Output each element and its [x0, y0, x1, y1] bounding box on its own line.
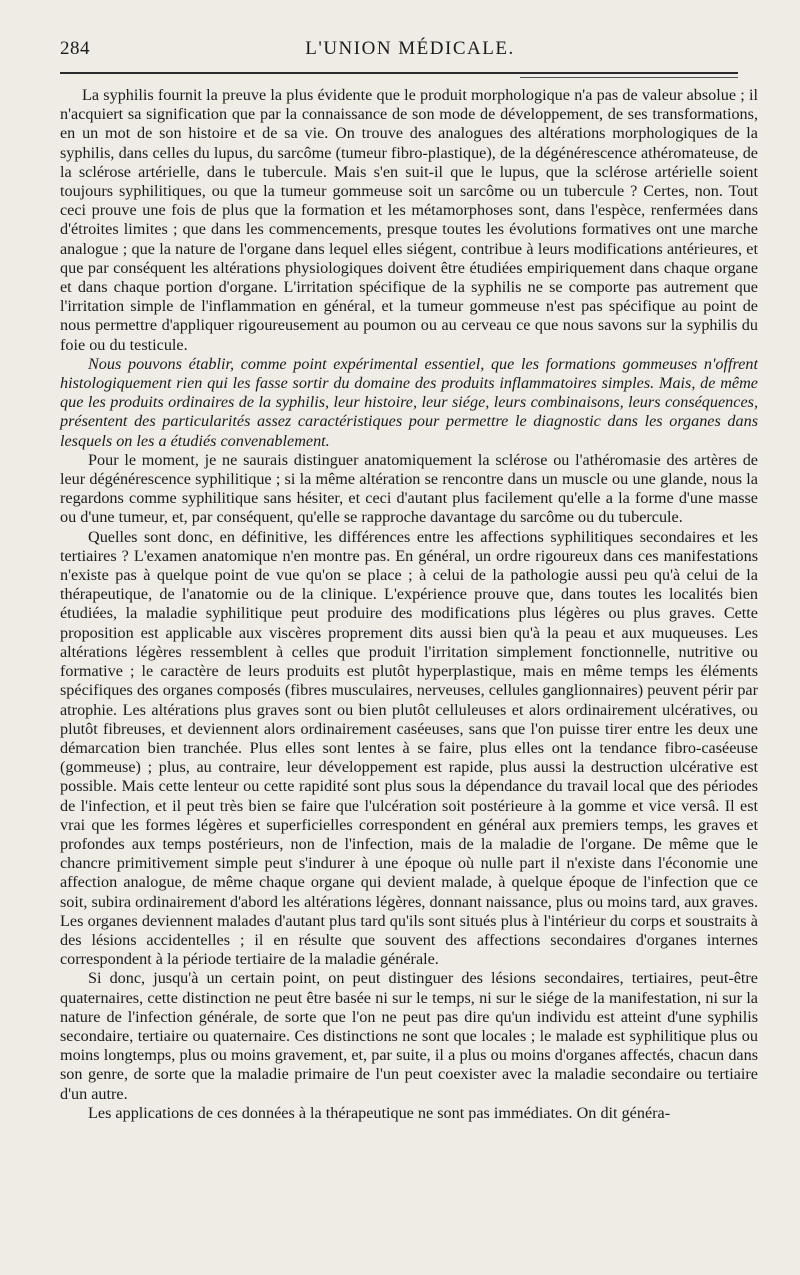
paragraph: Les applications de ces données à la thérapeutique ne sont pas immédiates. On dit généra- — [88, 1103, 671, 1122]
paragraph-italic: Nous pouvons établir, comme point expérimental essentiel, que les formations gommeuses n'offrent histologiquement rien qui les fasse sortir du domaine des produits inflammatoires simples. Mais, de même que les produits ordinaires de la syphilis, leur histoire, leur siége, leurs combinaisons, leurs conséquences, présentent des particularités assez caractéristiques pour permettre le diagnostic dans les organes dans lesquels on les a étudiés convenablement. — [60, 354, 758, 450]
header-rule-secondary — [520, 77, 738, 78]
paragraph: La syphilis fournit la preuve la plus évidente que le produit morphologique n'a pas de valeur absolue ; il n'acquiert sa signification que par la connaissance de son mode de développement, de ses transformations, en un mot de son histoire et de sa vie. On trouve des analogues des altérations morphologiques de la syphilis, dans celles du lupus, du sarcôme (tumeur fibro-plastique), de la dégénérescence athéromateuse, de la sclérose artérielle, dans le tubercule. Mais s'en suit-il que le lupus, que la sclérose artérielle soient toujours syphilitiques, ou que la tumeur gommeuse soit un sarcôme ou un tubercule ? Certes, non. Tout ceci prouve une fois de plus que la formation et les métamorphoses sont, dans l'espèce, renfermées dans d'étroites limites ; que dans les commencements, presque toutes les évolutions formatives ont une marche analogue ; que la nature de l'organe dans lequel elles siégent, contribue à leurs modifications antérieures, et que par conséquent les altérations physiologiques doivent être étudiées empiriquement dans chaque organe et dans chaque portion d'organe. L'irritation spécifique de la syphilis ne se comporte pas autrement que l'irritation simple de l'inflammation en général, et la tumeur gommeuse n'est pas spécifique au point de nous permettre d'appliquer rigoureusement au poumon ou au cerveau ce que nous savons sur la syphilis du foie ou du testicule. — [60, 86, 758, 354]
paragraph: Si donc, jusqu'à un certain point, on peut distinguer des lésions secondaires, tertiaires, peut-être quaternaires, cette distinction ne peut être basée ni sur le temps, ni sur le siége de la manifestation, ni sur la nature de l'infection générale, de sorte que l'on ne peut pas dire qu'un individu est atteint d'une syphilis secondaire, tertiaire ou quaternaire. Ces distinctions ne sont que locales ; le malade est syphilitique plus ou moins longtemps, plus ou moins gravement, et, par suite, il a plus ou moins d'organes affectés, chacun dans son genre, de sorte que la maladie primaire de l'un peut coexister avec la maladie secondaire ou tertiaire d'un autre. — [60, 969, 758, 1103]
article-body — [60, 86, 758, 1123]
paragraph: Pour le moment, je ne saurais distinguer anatomiquement la sclérose ou l'athéromasie des artères de leur dégénérescence syphilitique ; si la même altération se rencontre dans un muscle ou une glande, nous la regardons comme syphilitique sans hésiter, et ceci d'autant plus facilement qu'elle a la forme d'une masse ou d'une tumeur, et, par conséquent, qu'elle se rapproche davantage du sarcôme ou du tubercule. — [60, 450, 758, 527]
page-number: 284 — [60, 38, 90, 59]
header-rule — [60, 72, 738, 74]
paragraph: Quelles sont donc, en définitive, les différences entre les affections syphilitiques secondaires et les tertiaires ? L'examen anatomique n'en montre pas. En général, un ordre rigoureux dans ces manifestations n'existe pas à quelque point de vue qu'on se place ; à celui de la pathologie aussi peu qu'à celui de la thérapeutique, de l'anatomie ou de la clinique. L'expérience prouve que, dans toutes les localités bien étudiées, la maladie syphilitique peut produire des modifications plus légères ou plus graves. Cette proposition est applicable aux viscères proprement dits aussi bien qu'à la peau et aux muqueuses. Les altérations légères ressemblent à celles que produit l'irritation simplement fonctionnelle, nutritive ou formative ; le caractère de leurs produits est plutôt hyperplastique, mais en même temps les éléments spécifiques des organes composés (fibres musculaires, nerveuses, cellules ganglionnaires) peuvent périr par atrophie. Les altérations plus graves sont ou bien plutôt celluleuses et alors ordinairement ulcératives, ou plutôt fibreuses, et deviennent alors ordinairement caséeuses, sans que l'on puisse tirer entre les deux une démarcation bien tranchée. Plus elles sont lentes à se faire, plus elles ont la tendance fibro-caséeuse (gommeuse) ; plus, au contraire, leur développement est rapide, plus aussi la destruction ulcérative est possible. Mais cette lenteur ou cette rapidité sont plus sous la dépendance du travail local que des périodes de l'infection, et il peut très bien se faire que l'ulcération soit postérieure à la gomme et vice versâ. Il est vrai que les formes légères et superficielles correspondent en général aux premiers temps, les graves et profondes aux temps postérieurs, non de l'infection, mais de la maladie de l'organe. De même que le chancre primitivement simple peut s'indurer à une époque où nulle part il n'existe dans l'économie une affection analogue, de même chaque organe qui devient malade, à quelque époque de l'infection que ce soit, subira ordinairement d'abord les altérations légères, donnant naissance, plus ou moins tard, aux graves. Les organes deviennent malades d'autant plus tard qu'ils sont situés plus à l'intérieur du corps et soustraits à des lésions accidentelles ; il en résulte que souvent des affections secondaires d'organes internes correspondent à la période tertiaire de la maladie générale. — [60, 527, 758, 969]
page-header — [60, 34, 760, 64]
running-title: L'UNION MÉDICALE. — [305, 38, 515, 59]
